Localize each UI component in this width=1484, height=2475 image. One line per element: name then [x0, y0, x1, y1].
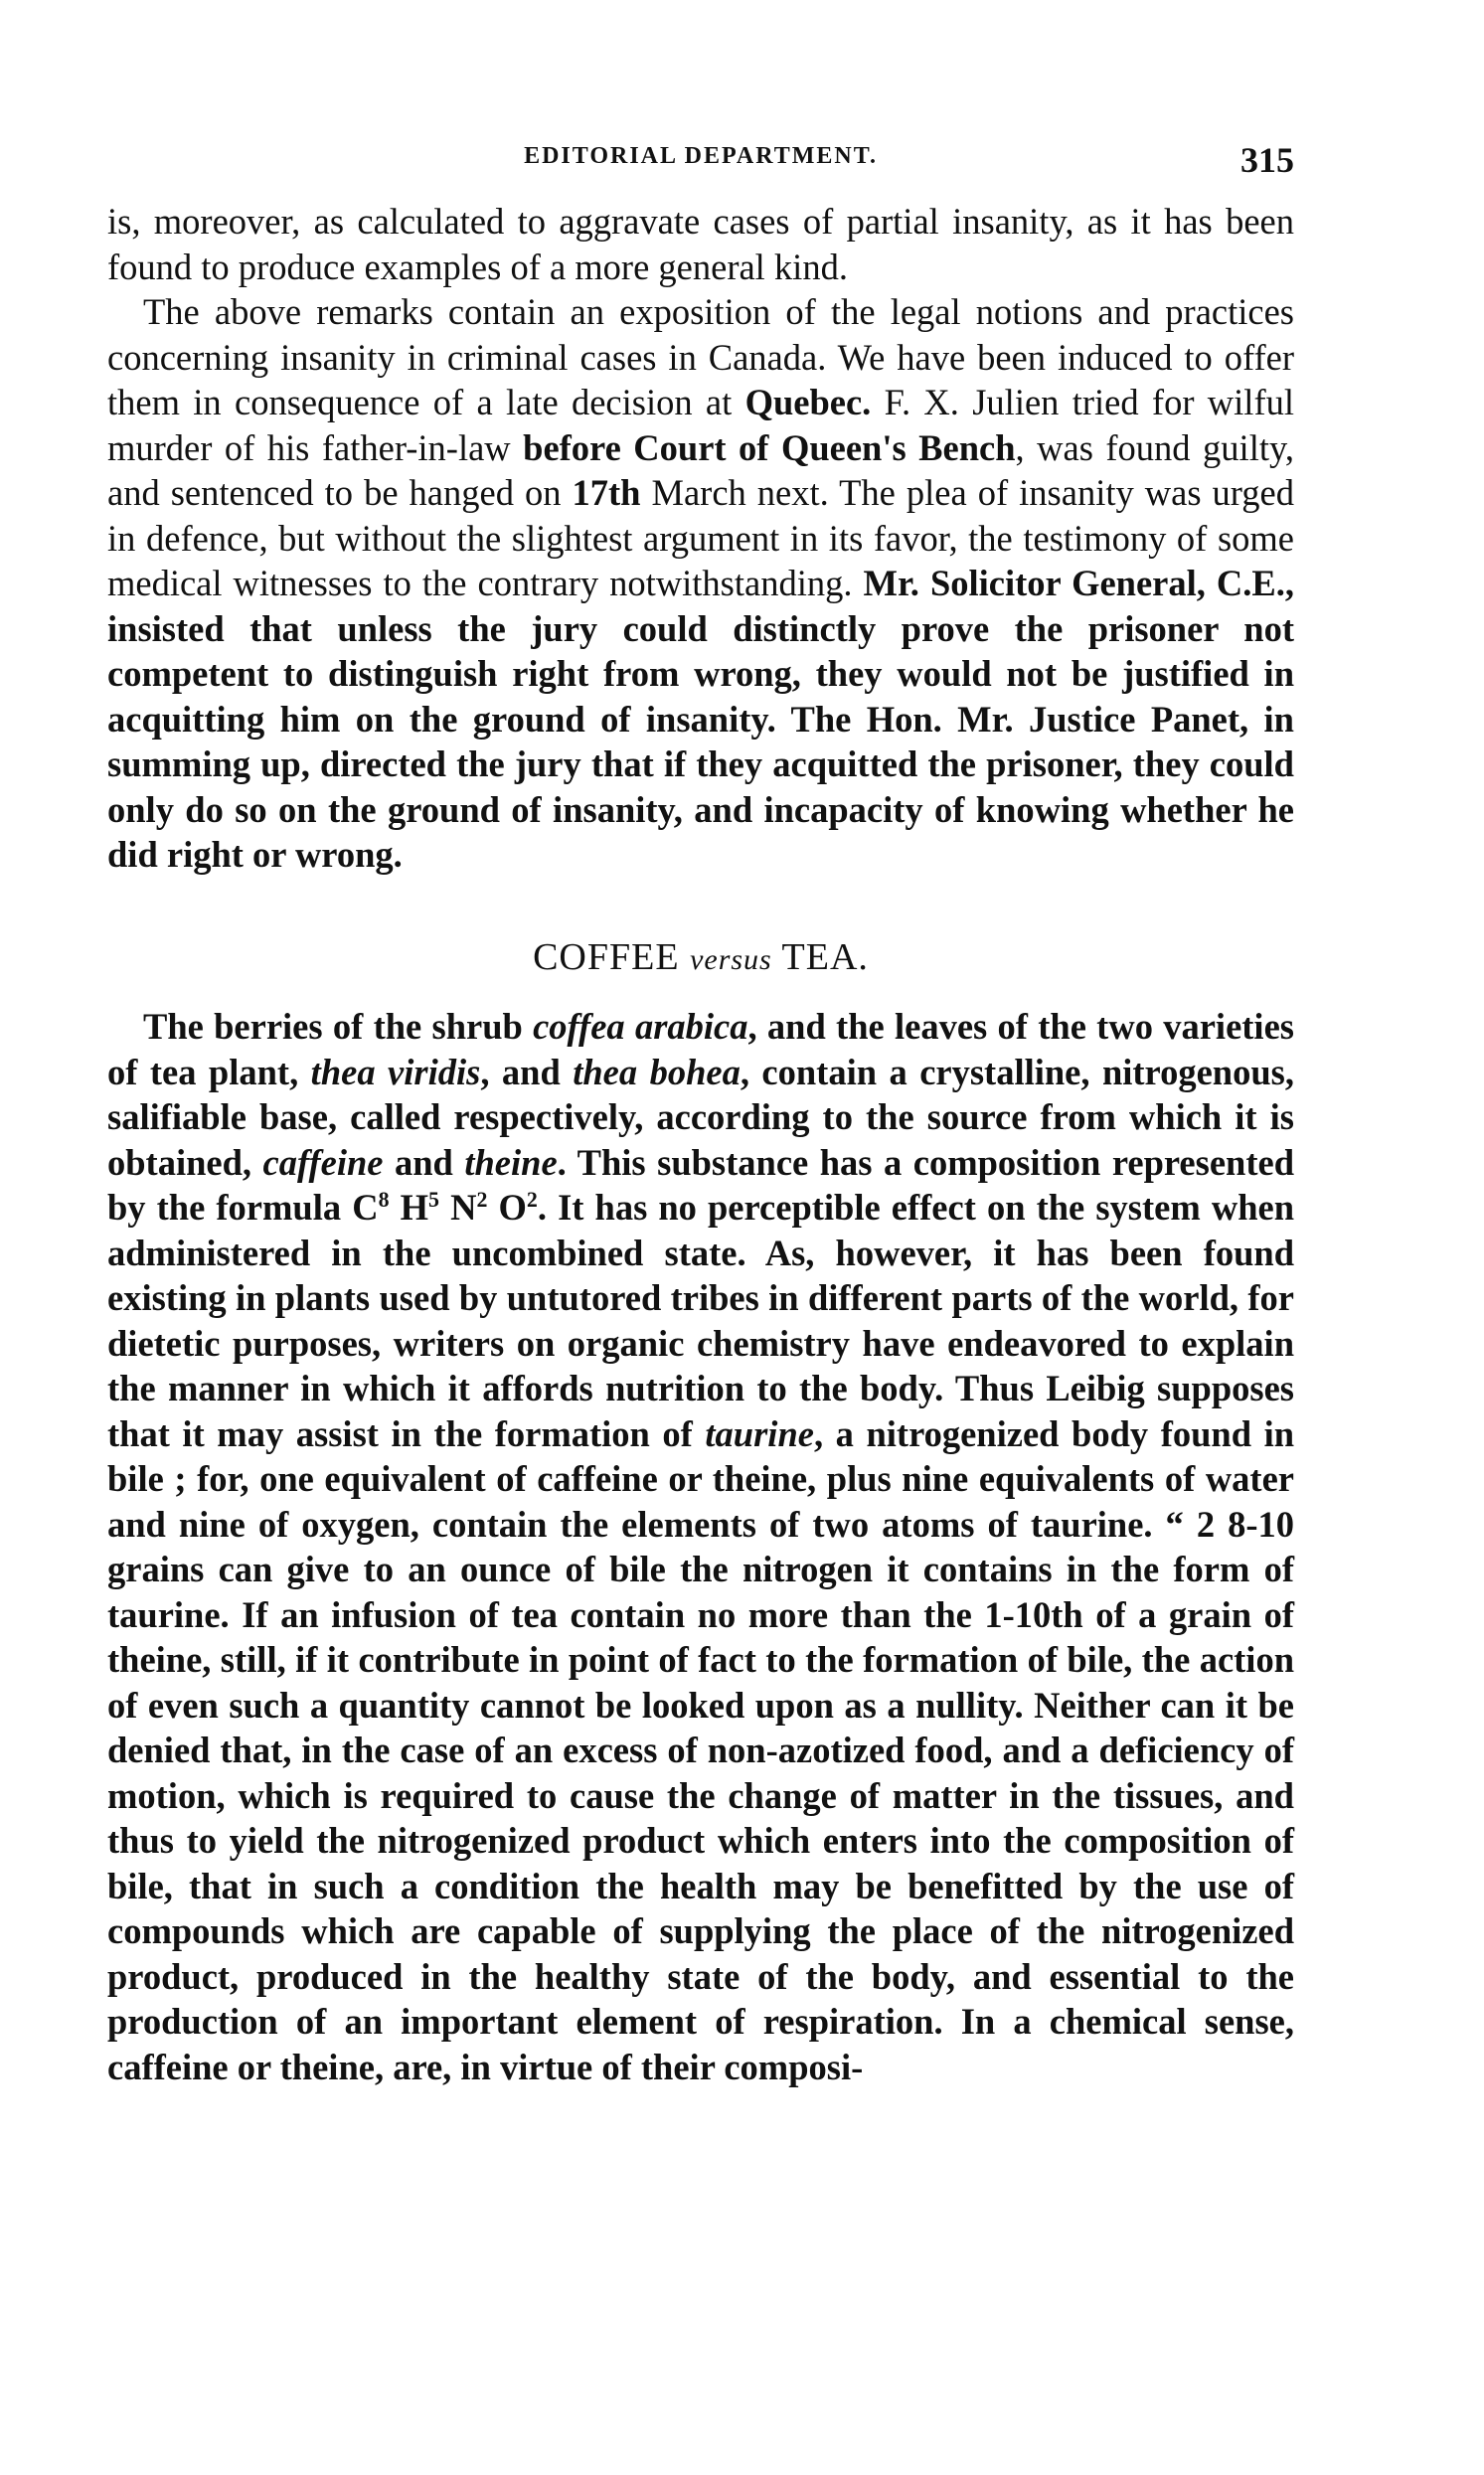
text-run: before Court of Queen's Bench [523, 426, 1016, 468]
page-header [107, 139, 1294, 179]
italic-term: theine [464, 1141, 558, 1183]
text-run: . This substance has a composition represented by the formula C [107, 1141, 1294, 1228]
text-run: The berries of the shrub [143, 1006, 534, 1047]
italic-term: thea viridis [310, 1051, 481, 1092]
section-title [107, 935, 1294, 983]
page-number: 315 [1240, 140, 1294, 180]
text-run: 17th [572, 472, 641, 513]
text-run: N [438, 1187, 477, 1228]
text-run: and [383, 1141, 465, 1183]
title-versus: versus [690, 942, 772, 976]
text-run: . It has no perceptible effect on the system when administered in the uncombined state. As, however, it has been found existing in plants used by untutored tribes in different parts of the world, for dietetic purposes, writers on organic chemistry have endeavored to explain the manner in which it affords nutrition to the body. Thus Leibig supposes that it may assist in the formation of [107, 1187, 1295, 1454]
text-run: , a nitrogenized body found in bile ; for, one equivalent of caffeine or theine, plus nine equivalents of water and nine of oxygen, contain the elements of two atoms of taurine. “ 2 8-10 grains can give to an ounce of bile the nitrogen it contains in the form of taurine. If an infusion of tea contain no more than the 1-10th of a grain of theine, still, if it contribute in point of fact to the formation of bile, the action of even such a quantity cannot be looked upon as a nullity. Neither can it be denied that, in the case of an excess of non-azotized food, and a deficiency of motion, which is required to cause the change of matter in the tissues, and thus to yield the nitrogenized product which enters into the composition of bile, that in such a condition the health may be benefitted by the use of compounds which are capable of supplying the place of the nitrogenized product, produced in the healthy state of the body, and essential to the production of an important element of respiration. In a chemical sense, caffeine or theine, are, in virtue of their composi- [107, 1412, 1295, 2087]
superscript: 5 [428, 1186, 439, 1212]
text-run: March next. The plea of insanity was urged in defence, but without the slightest argument in its favor, the testimony of some medical witnesses to the contrary notwithstanding. [107, 472, 1295, 603]
coffee-tea-paragraph [107, 1004, 1294, 2089]
running-head: EDITORIAL DEPARTMENT. [524, 143, 878, 169]
text-run: The above remarks contain an exposition of the legal notions and practices concerning insanity in criminal cases in Canada. We have been induced to offer them in consequence of a late decision at [107, 291, 1294, 422]
text-run: H [389, 1187, 429, 1228]
superscript: 8 [378, 1186, 390, 1212]
title-right: TEA. [771, 935, 869, 978]
superscript: 2 [526, 1186, 538, 1212]
text-run: , and [480, 1051, 574, 1092]
superscript: 2 [476, 1186, 488, 1212]
text-run: O [487, 1187, 527, 1228]
text-run: , contain a crystalline, nitrogenous, salifiable base, called respectively, according to the source from which it is obtained, [107, 1051, 1294, 1183]
text-run: F. X. Julien tried for wilful murder of his father-in-law [107, 382, 1294, 468]
italic-term: coffea arabica [533, 1006, 748, 1047]
insanity-paragraph [107, 289, 1294, 878]
italic-term: taurine [705, 1412, 814, 1454]
page-body [107, 199, 1294, 2089]
italic-term: thea bohea [573, 1051, 741, 1092]
text-run: , and the leaves of the two varieties of tea plant, [107, 1006, 1294, 1092]
text-run: Quebec. [744, 382, 872, 422]
italic-term: caffeine [262, 1141, 384, 1183]
text-run: , was found guilty, and sentenced to be hanged on [107, 426, 1294, 513]
text-run: Mr. Solicitor General, C.E., insisted that unless the jury could distinctly prove the prisoner not competent to distinguish right from wrong, they would not be justified in acquitting him on the ground of insanity. The Hon. Mr. Justice Panet, in summing up, directed the jury that if they acquitted the prisoner, they could only do so on the ground of insanity, and incapacity of knowing whether he did right or wrong. [107, 563, 1294, 875]
title-left: COFFEE [533, 935, 691, 978]
continuation-paragraph: is, moreover, as calculated to aggravate cases of partial insanity, as it has been found to produce examples of a more general kind. [107, 201, 1294, 287]
